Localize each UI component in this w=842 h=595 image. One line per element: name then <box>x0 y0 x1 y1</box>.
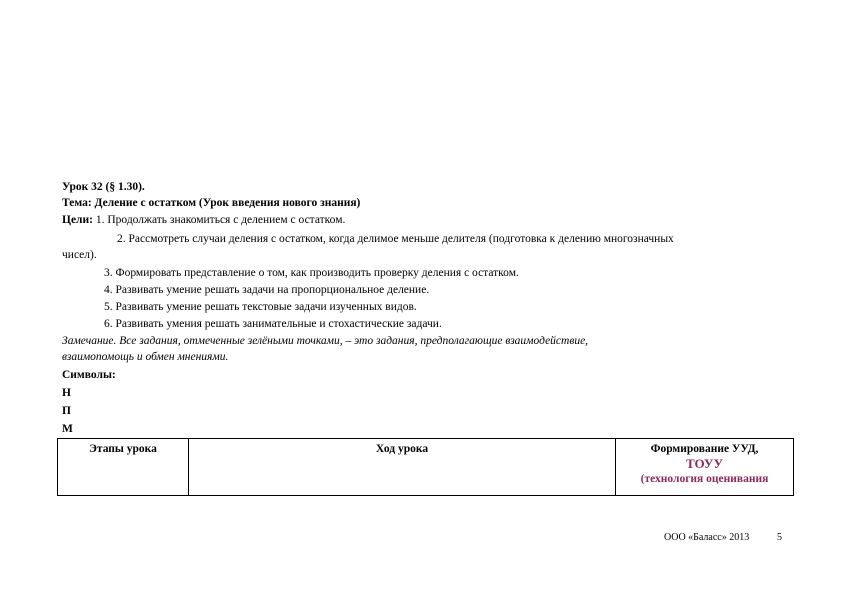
lesson-title: Урок 32 (§ 1.30). <box>62 181 145 193</box>
table-header-row <box>58 439 794 496</box>
note-line-1: Замечание. Все задания, отмеченные зелёными точками, – это задания, предполагающие взаимодействие, <box>62 335 589 347</box>
header-stages: Этапы урока <box>58 439 189 496</box>
goals-label: Цели: <box>62 214 93 226</box>
goal-4: 4. Развивать умение решать задачи на пропорциональное деление. <box>104 284 430 296</box>
symbols-label: Символы: <box>62 369 116 381</box>
footer-publisher: ООО «Баласс» 2013 <box>664 532 750 543</box>
symbol-m: М <box>62 423 73 435</box>
goal-1 <box>62 213 345 227</box>
goal-5: 5. Развивать умение решать текстовые задачи изученных видов. <box>104 301 417 313</box>
goal-3: 3. Формировать представление о том, как производить проверку деления с остатком. <box>104 267 519 279</box>
lesson-topic <box>62 196 360 210</box>
header-touu: ТОУУ <box>686 456 723 471</box>
lesson-table <box>57 438 794 496</box>
header-tech: (технология оценивания <box>640 473 769 485</box>
symbol-p: П <box>62 405 71 417</box>
goal-1-text: 1. Продолжать знакомиться с делением с остатком. <box>92 214 346 226</box>
topic-label: Тема: <box>62 197 92 209</box>
goal-2: 2. Рассмотреть случаи деления с остатком, когда делимое меньше делителя (подготовка к делению многозначных <box>117 233 674 245</box>
header-uud-line1: Формирование УУД, <box>650 443 759 455</box>
topic-text: Деление с остатком (Урок введения нового знания) <box>91 197 361 209</box>
goal-2-cont: чисел). <box>62 249 97 261</box>
header-lesson-flow: Ход урока <box>189 439 616 496</box>
symbol-n: Н <box>62 387 71 399</box>
header-uud <box>616 439 794 496</box>
goal-6: 6. Развивать умения решать занимательные и стохастические задачи. <box>104 318 442 330</box>
page-number: 5 <box>777 532 782 543</box>
note-line-2: взаимопомощь и обмен мнениями. <box>62 351 229 363</box>
